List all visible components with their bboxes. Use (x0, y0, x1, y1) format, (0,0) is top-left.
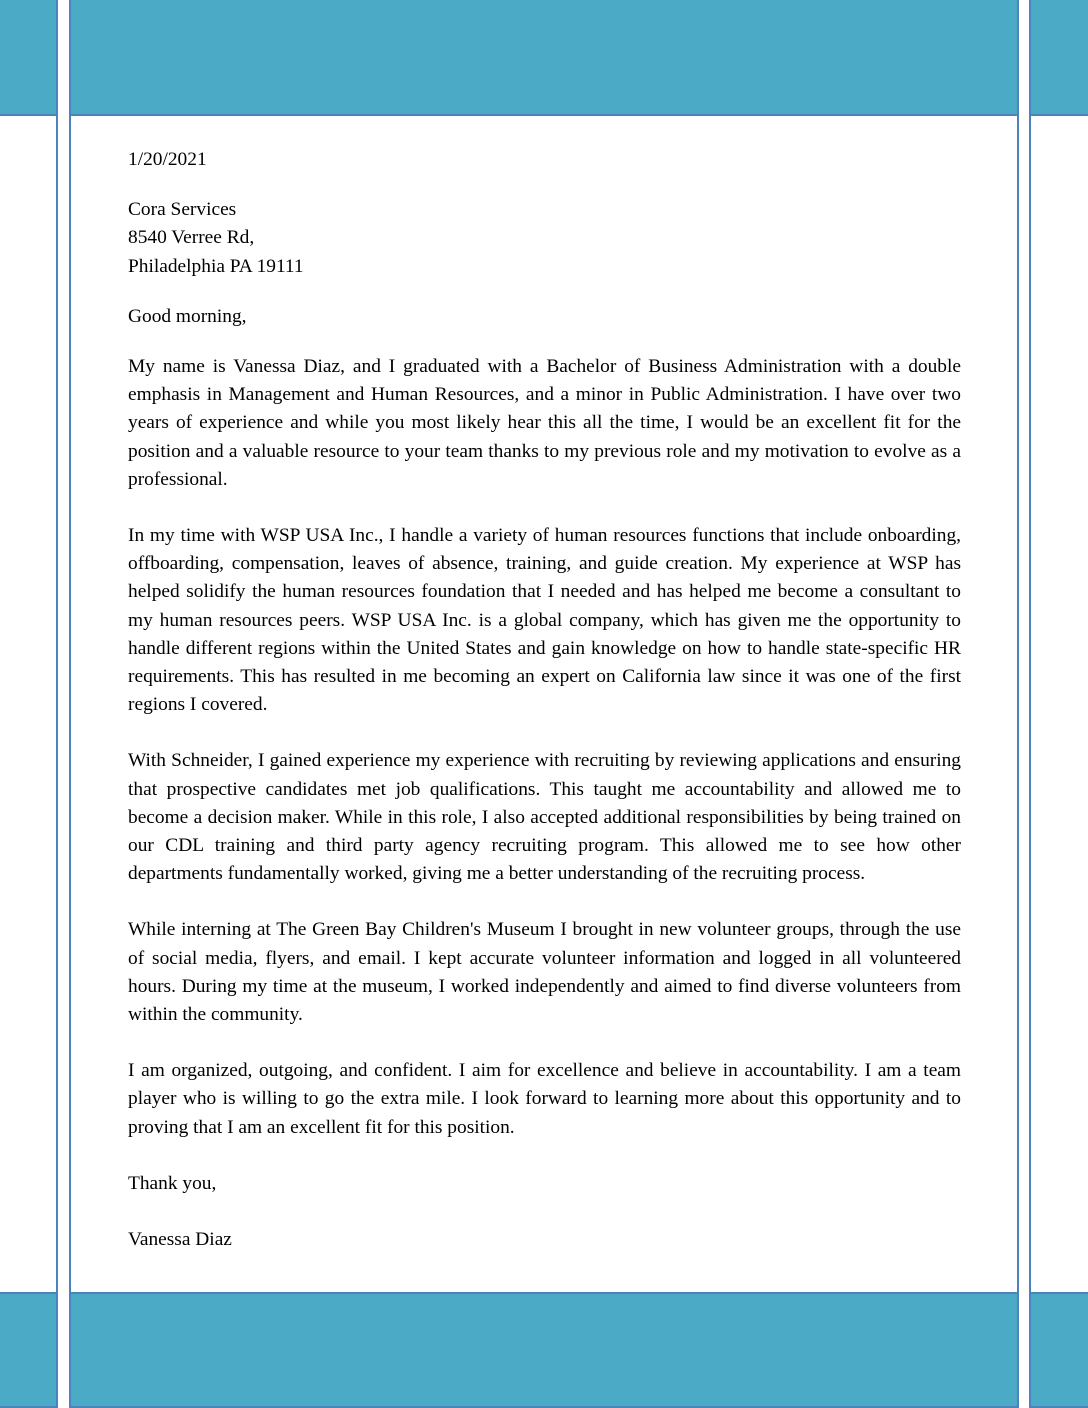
paragraph-intro: My name is Vanessa Diaz, and I graduated with a Bachelor of Business Administration with a double emphasis in Management and Human Resources, and a minor in Public Administration. I have over two years of experience and while you most likely hear this all the time, I would be an excellent fit for the position and a valuable resource to your team thanks to my previous role and my motivation to evolve as a professional. (128, 356, 961, 490)
left-margin-column (0, 0, 58, 1406)
letter-date: 1/20/2021 (128, 149, 207, 170)
right-gutter (1019, 0, 1029, 1408)
left-gutter-border-left (56, 0, 58, 1406)
right-gutter-border-left (1017, 0, 1019, 1406)
recipient-company: Cora Services (128, 199, 237, 221)
recipient-city-state-zip: Philadelphia PA 19111 (128, 255, 304, 277)
signature: Vanessa Diaz (128, 1229, 232, 1251)
left-gutter (58, 0, 69, 1408)
greeting: Good morning, (128, 305, 247, 327)
header-band (0, 0, 1088, 116)
right-gutter-border-right (1029, 0, 1031, 1406)
paragraph-schneider: With Schneider, I gained experience my experience with recruiting by reviewing applications and ensuring that prospective candidates met job qualifications. This taught me accountability and allowed me to become a decision maker. While in this role, I also accepted additional responsibilities by being trained on our CDL training and third party agency recruiting program. This allowed me to see how other departments fundamentally worked, giving me a better understanding of the recruiting process. (128, 750, 961, 885)
recipient-street: 8540 Verree Rd, (128, 227, 255, 249)
cover-letter (128, 146, 961, 1254)
paragraph-wsp: In my time with WSP USA Inc., I handle a variety of human resources functions that include onboarding, offboarding, compensation, leaves of absence, training, and guide creation. My experience at WSP has helped solidify the human resources foundation that I needed and has helped me become a consultant to my human resources peers. WSP USA Inc. is a global company, which has given me the opportunity to handle different regions within the United States and gain knowledge on how to handle state-specific HR requirements. This has resulted in me becoming an expert on California law since it was one of the first regions I covered. (128, 525, 961, 716)
recipient-address (128, 196, 961, 281)
paragraph-summary: I am organized, outgoing, and confident. I aim for excellence and believe in accountability. I am a team player who is willing to go the extra mile. I look forward to learning more about this opportunity and to proving that I am an excellent fit for this position. (128, 1060, 961, 1138)
right-margin-column (1029, 0, 1088, 1406)
closing: Thank you, (128, 1172, 217, 1194)
footer-band (0, 1292, 1088, 1408)
paragraph-museum: While interning at The Green Bay Children's Museum I brought in new volunteer groups, through the use of social media, flyers, and email. I kept accurate volunteer information and logged in all volunteered hours. During my time at the museum, I worked independently and aimed to find diverse volunteers from within the community. (128, 919, 961, 1026)
left-gutter-border-right (69, 0, 71, 1406)
